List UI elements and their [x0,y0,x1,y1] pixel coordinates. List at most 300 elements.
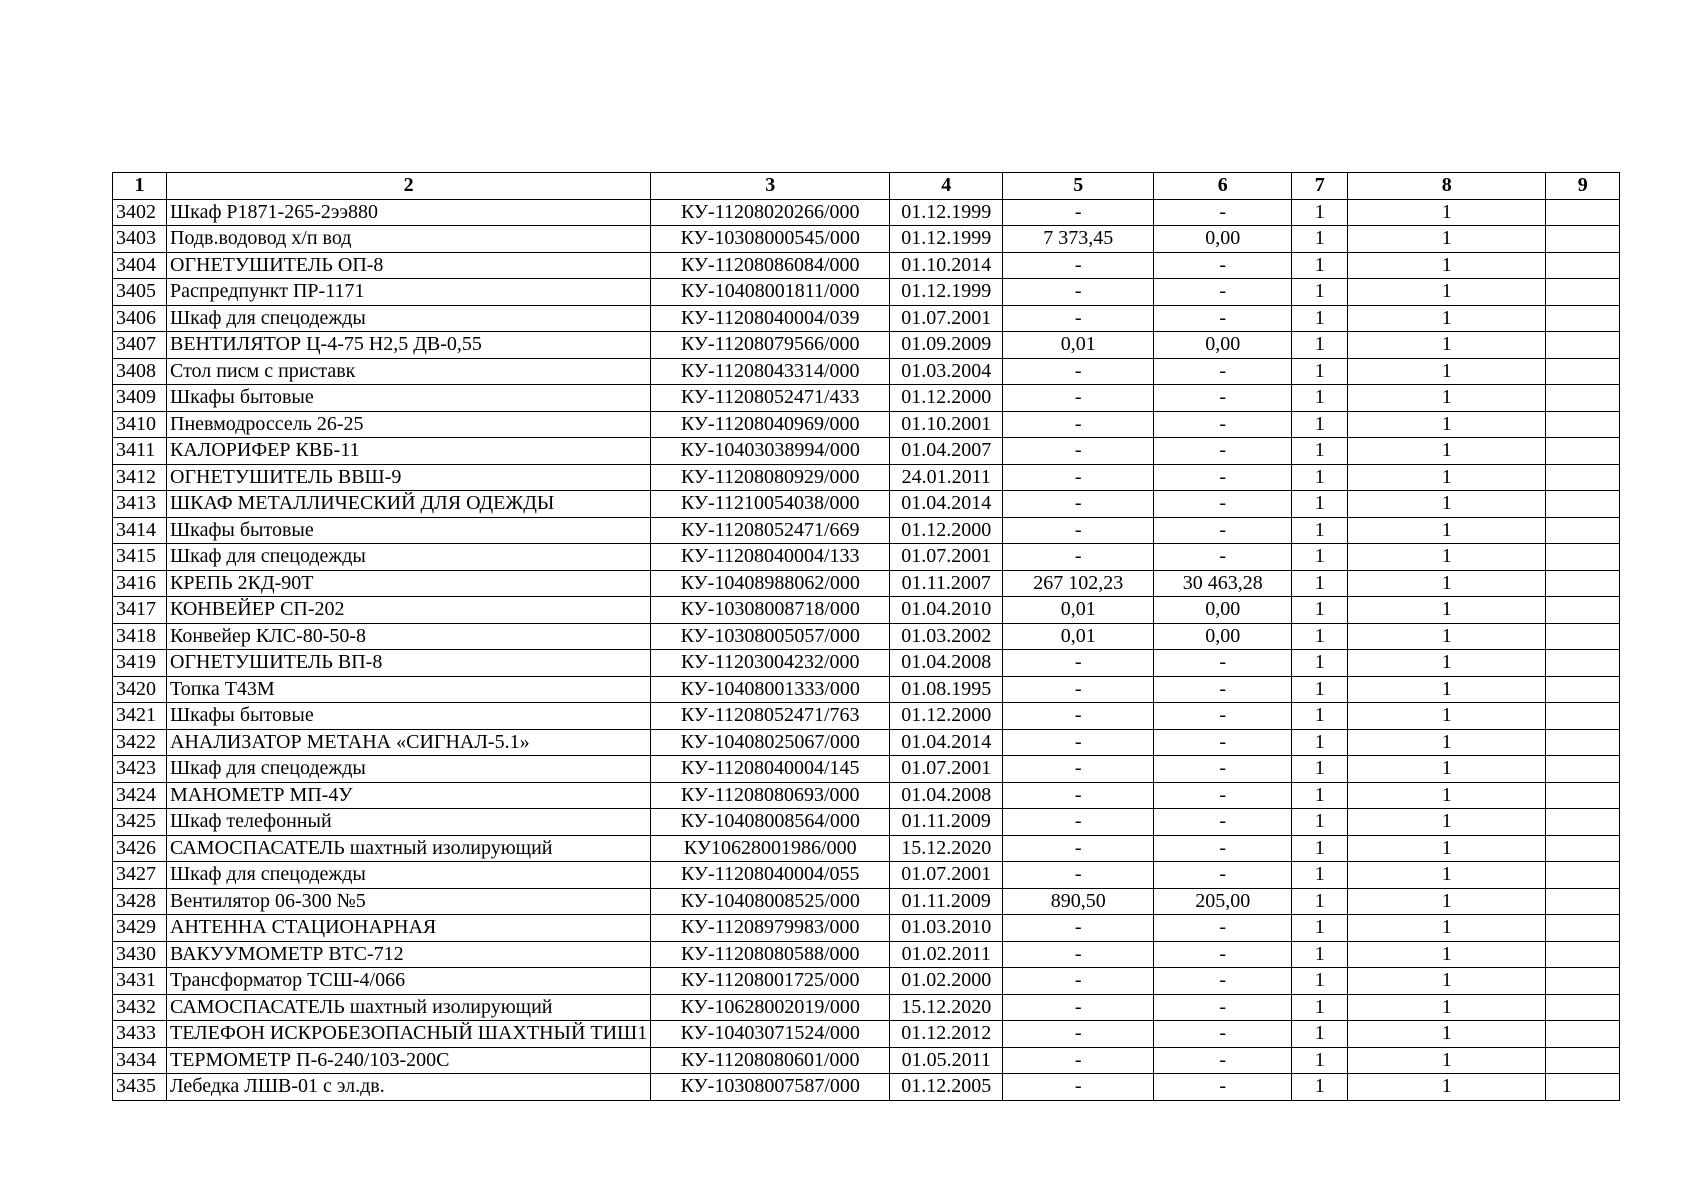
date-cell: 01.07.2001 [890,305,1003,332]
value-6-cell: - [1154,968,1292,995]
item-name-cell: Шкафы бытовые [167,385,651,412]
row-number-cell: 3420 [113,676,167,703]
table-row [113,305,1620,332]
row-number-cell: 3414 [113,517,167,544]
table-body [113,199,1620,1100]
table-row [113,464,1620,491]
value-8-cell: 1 [1348,438,1546,465]
value-7-cell: 1 [1292,968,1348,995]
inventory-code-cell: КУ-11210054038/000 [651,491,890,518]
item-name-cell: Шкаф Р1871-265-2ээ880 [167,199,651,226]
value-9-cell [1546,888,1620,915]
value-7-cell: 1 [1292,915,1348,942]
table-row [113,517,1620,544]
value-6-cell: 205,00 [1154,888,1292,915]
value-7-cell: 1 [1292,676,1348,703]
date-cell: 01.02.2000 [890,968,1003,995]
date-cell: 01.07.2001 [890,544,1003,571]
value-9-cell [1546,597,1620,624]
value-8-cell: 1 [1348,358,1546,385]
date-cell: 15.12.2020 [890,835,1003,862]
inventory-code-cell: КУ-11208040004/145 [651,756,890,783]
value-8-cell: 1 [1348,411,1546,438]
date-cell: 01.12.2000 [890,703,1003,730]
item-name-cell: Шкаф для спецодежды [167,305,651,332]
value-6-cell: - [1154,835,1292,862]
value-9-cell [1546,517,1620,544]
row-number-cell: 3424 [113,782,167,809]
table-row [113,226,1620,253]
date-cell: 01.10.2014 [890,252,1003,279]
value-6-cell: - [1154,491,1292,518]
row-number-cell: 3435 [113,1074,167,1101]
date-cell: 01.07.2001 [890,862,1003,889]
inventory-code-cell: КУ-10408001333/000 [651,676,890,703]
inventory-code-cell: КУ-10408008525/000 [651,888,890,915]
value-5-cell: - [1003,358,1154,385]
date-cell: 24.01.2011 [890,464,1003,491]
row-number-cell: 3404 [113,252,167,279]
value-6-cell: - [1154,1074,1292,1101]
value-6-cell: - [1154,517,1292,544]
value-7-cell: 1 [1292,332,1348,359]
inventory-code-cell: КУ-11208040004/133 [651,544,890,571]
item-name-cell: ВАКУУМОМЕТР ВТС-712 [167,941,651,968]
table-row [113,491,1620,518]
value-6-cell: 0,00 [1154,226,1292,253]
value-5-cell: - [1003,650,1154,677]
value-5-cell: - [1003,756,1154,783]
value-5-cell: 890,50 [1003,888,1154,915]
date-cell: 01.04.2008 [890,650,1003,677]
row-number-cell: 3432 [113,994,167,1021]
value-7-cell: 1 [1292,358,1348,385]
column-header: 7 [1292,173,1348,200]
value-6-cell: - [1154,1047,1292,1074]
item-name-cell: Пневмодроссель 26-25 [167,411,651,438]
inventory-code-cell: КУ-10403071524/000 [651,1021,890,1048]
date-cell: 01.07.2001 [890,756,1003,783]
inventory-code-cell: КУ-11208020266/000 [651,199,890,226]
value-6-cell: - [1154,305,1292,332]
table-header [113,173,1620,200]
value-6-cell: 0,00 [1154,623,1292,650]
date-cell: 01.12.2000 [890,385,1003,412]
value-9-cell [1546,570,1620,597]
value-9-cell [1546,915,1620,942]
inventory-code-cell: КУ-10408025067/000 [651,729,890,756]
item-name-cell: Шкаф для спецодежды [167,756,651,783]
table-row [113,915,1620,942]
inventory-code-cell: КУ-10308005057/000 [651,623,890,650]
value-8-cell: 1 [1348,703,1546,730]
value-7-cell: 1 [1292,729,1348,756]
inventory-code-cell: КУ10628001986/000 [651,835,890,862]
value-9-cell [1546,862,1620,889]
value-5-cell: - [1003,491,1154,518]
value-8-cell: 1 [1348,570,1546,597]
value-7-cell: 1 [1292,835,1348,862]
inventory-code-cell: КУ-11208080588/000 [651,941,890,968]
inventory-code-cell: КУ-10403038994/000 [651,438,890,465]
value-6-cell: 30 463,28 [1154,570,1292,597]
value-7-cell: 1 [1292,544,1348,571]
value-8-cell: 1 [1348,305,1546,332]
inventory-code-cell: КУ-11208080601/000 [651,1047,890,1074]
inventory-code-cell: КУ-11208040004/055 [651,862,890,889]
item-name-cell: КАЛОРИФЕР КВБ-11 [167,438,651,465]
inventory-code-cell: КУ-11208979983/000 [651,915,890,942]
value-7-cell: 1 [1292,703,1348,730]
row-number-cell: 3411 [113,438,167,465]
value-8-cell: 1 [1348,226,1546,253]
value-5-cell: 267 102,23 [1003,570,1154,597]
column-header: 8 [1348,173,1546,200]
item-name-cell: ТЕРМОМЕТР П-6-240/103-200С [167,1047,651,1074]
value-9-cell [1546,491,1620,518]
value-9-cell [1546,279,1620,306]
item-name-cell: АНАЛИЗАТОР МЕТАНА «СИГНАЛ-5.1» [167,729,651,756]
item-name-cell: Трансформатор ТСШ-4/066 [167,968,651,995]
value-5-cell: - [1003,782,1154,809]
value-7-cell: 1 [1292,199,1348,226]
value-5-cell: - [1003,252,1154,279]
value-5-cell: - [1003,279,1154,306]
value-8-cell: 1 [1348,623,1546,650]
value-5-cell: - [1003,994,1154,1021]
inventory-code-cell: КУ-10628002019/000 [651,994,890,1021]
date-cell: 01.12.1999 [890,199,1003,226]
value-8-cell: 1 [1348,279,1546,306]
value-7-cell: 1 [1292,517,1348,544]
table-row [113,703,1620,730]
table-row [113,729,1620,756]
date-cell: 01.11.2009 [890,888,1003,915]
value-6-cell: - [1154,438,1292,465]
date-cell: 01.12.2000 [890,517,1003,544]
date-cell: 01.12.1999 [890,279,1003,306]
value-9-cell [1546,544,1620,571]
item-name-cell: ТЕЛЕФОН ИСКРОБЕЗОПАСНЫЙ ШАХТНЫЙ ТИШ1 [167,1021,651,1048]
row-number-cell: 3429 [113,915,167,942]
value-9-cell [1546,305,1620,332]
row-number-cell: 3410 [113,411,167,438]
table-row [113,650,1620,677]
value-8-cell: 1 [1348,597,1546,624]
date-cell: 01.12.2005 [890,1074,1003,1101]
value-6-cell: - [1154,756,1292,783]
inventory-code-cell: КУ-11203004232/000 [651,650,890,677]
date-cell: 01.11.2007 [890,570,1003,597]
value-7-cell: 1 [1292,1047,1348,1074]
value-8-cell: 1 [1348,1021,1546,1048]
value-5-cell: - [1003,1047,1154,1074]
table-row [113,385,1620,412]
row-number-cell: 3415 [113,544,167,571]
row-number-cell: 3433 [113,1021,167,1048]
row-number-cell: 3428 [113,888,167,915]
value-7-cell: 1 [1292,888,1348,915]
value-5-cell: - [1003,199,1154,226]
date-cell: 01.11.2009 [890,809,1003,836]
value-6-cell: - [1154,358,1292,385]
item-name-cell: Шкафы бытовые [167,517,651,544]
table-row [113,835,1620,862]
value-5-cell: - [1003,464,1154,491]
value-9-cell [1546,1047,1620,1074]
date-cell: 01.03.2004 [890,358,1003,385]
inventory-code-cell: КУ-10408008564/000 [651,809,890,836]
value-5-cell: - [1003,1021,1154,1048]
row-number-cell: 3418 [113,623,167,650]
item-name-cell: Стол писм с приставк [167,358,651,385]
value-6-cell: - [1154,809,1292,836]
row-number-cell: 3426 [113,835,167,862]
table-row [113,888,1620,915]
date-cell: 01.04.2010 [890,597,1003,624]
value-5-cell: - [1003,517,1154,544]
value-9-cell [1546,756,1620,783]
item-name-cell: Шкаф для спецодежды [167,862,651,889]
value-9-cell [1546,703,1620,730]
value-8-cell: 1 [1348,544,1546,571]
value-6-cell: 0,00 [1154,332,1292,359]
item-name-cell: Лебедка ЛШВ-01 с эл.дв. [167,1074,651,1101]
value-9-cell [1546,941,1620,968]
value-8-cell: 1 [1348,332,1546,359]
row-number-cell: 3413 [113,491,167,518]
inventory-code-cell: КУ-10308008718/000 [651,597,890,624]
value-8-cell: 1 [1348,941,1546,968]
row-number-cell: 3408 [113,358,167,385]
item-name-cell: КРЕПЬ 2КД-90Т [167,570,651,597]
value-8-cell: 1 [1348,968,1546,995]
value-6-cell: - [1154,676,1292,703]
row-number-cell: 3409 [113,385,167,412]
value-6-cell: - [1154,994,1292,1021]
row-number-cell: 3421 [113,703,167,730]
row-number-cell: 3405 [113,279,167,306]
table-row [113,676,1620,703]
value-9-cell [1546,782,1620,809]
value-5-cell: 7 373,45 [1003,226,1154,253]
value-6-cell: 0,00 [1154,597,1292,624]
value-9-cell [1546,385,1620,412]
value-6-cell: - [1154,544,1292,571]
inventory-code-cell: КУ-11208043314/000 [651,358,890,385]
inventory-code-cell: КУ-11208080693/000 [651,782,890,809]
value-5-cell: - [1003,544,1154,571]
value-9-cell [1546,623,1620,650]
value-7-cell: 1 [1292,411,1348,438]
value-8-cell: 1 [1348,464,1546,491]
value-7-cell: 1 [1292,862,1348,889]
value-5-cell: - [1003,305,1154,332]
value-7-cell: 1 [1292,252,1348,279]
value-6-cell: - [1154,941,1292,968]
row-number-cell: 3434 [113,1047,167,1074]
inventory-code-cell: КУ-10308007587/000 [651,1074,890,1101]
value-6-cell: - [1154,782,1292,809]
date-cell: 01.10.2001 [890,411,1003,438]
row-number-cell: 3423 [113,756,167,783]
value-6-cell: - [1154,1021,1292,1048]
value-9-cell [1546,199,1620,226]
date-cell: 01.04.2014 [890,729,1003,756]
table-row [113,862,1620,889]
table-row [113,968,1620,995]
table-row [113,1021,1620,1048]
date-cell: 01.04.2007 [890,438,1003,465]
value-5-cell: - [1003,729,1154,756]
column-header: 2 [167,173,651,200]
value-7-cell: 1 [1292,597,1348,624]
column-header: 6 [1154,173,1292,200]
table-row [113,809,1620,836]
date-cell: 01.04.2008 [890,782,1003,809]
table-row [113,332,1620,359]
value-9-cell [1546,464,1620,491]
date-cell: 01.05.2011 [890,1047,1003,1074]
value-9-cell [1546,809,1620,836]
value-9-cell [1546,358,1620,385]
value-7-cell: 1 [1292,941,1348,968]
value-9-cell [1546,438,1620,465]
value-8-cell: 1 [1348,676,1546,703]
date-cell: 01.12.1999 [890,226,1003,253]
value-9-cell [1546,1074,1620,1101]
value-5-cell: - [1003,915,1154,942]
inventory-table [112,172,1620,1101]
value-6-cell: - [1154,915,1292,942]
value-8-cell: 1 [1348,199,1546,226]
row-number-cell: 3417 [113,597,167,624]
table-row [113,756,1620,783]
value-7-cell: 1 [1292,385,1348,412]
value-5-cell: - [1003,438,1154,465]
value-9-cell [1546,252,1620,279]
value-7-cell: 1 [1292,491,1348,518]
item-name-cell: Топка Т43М [167,676,651,703]
value-7-cell: 1 [1292,279,1348,306]
row-number-cell: 3406 [113,305,167,332]
value-7-cell: 1 [1292,650,1348,677]
date-cell: 01.12.2012 [890,1021,1003,1048]
value-8-cell: 1 [1348,650,1546,677]
value-7-cell: 1 [1292,305,1348,332]
date-cell: 01.03.2010 [890,915,1003,942]
item-name-cell: МАНОМЕТР МП-4У [167,782,651,809]
value-8-cell: 1 [1348,729,1546,756]
row-number-cell: 3431 [113,968,167,995]
date-cell: 01.04.2014 [890,491,1003,518]
table-row [113,199,1620,226]
value-5-cell: - [1003,835,1154,862]
date-cell: 15.12.2020 [890,994,1003,1021]
inventory-code-cell: КУ-11208001725/000 [651,968,890,995]
table-row [113,623,1620,650]
item-name-cell: Шкаф телефонный [167,809,651,836]
value-7-cell: 1 [1292,226,1348,253]
value-6-cell: - [1154,703,1292,730]
value-8-cell: 1 [1348,809,1546,836]
item-name-cell: КОНВЕЙЕР СП-202 [167,597,651,624]
item-name-cell: Шкафы бытовые [167,703,651,730]
item-name-cell: Распредпункт ПР-1171 [167,279,651,306]
header-row [113,173,1620,200]
value-9-cell [1546,1021,1620,1048]
inventory-code-cell: КУ-11208040969/000 [651,411,890,438]
value-9-cell [1546,729,1620,756]
row-number-cell: 3422 [113,729,167,756]
row-number-cell: 3425 [113,809,167,836]
item-name-cell: ВЕНТИЛЯТОР Ц-4-75 Н2,5 ДВ-0,55 [167,332,651,359]
item-name-cell: АНТЕННА СТАЦИОНАРНАЯ [167,915,651,942]
value-6-cell: - [1154,464,1292,491]
value-7-cell: 1 [1292,782,1348,809]
column-header: 4 [890,173,1003,200]
value-5-cell: 0,01 [1003,332,1154,359]
value-8-cell: 1 [1348,1074,1546,1101]
table-row [113,411,1620,438]
value-8-cell: 1 [1348,517,1546,544]
value-5-cell: - [1003,862,1154,889]
value-7-cell: 1 [1292,438,1348,465]
table-row [113,597,1620,624]
inventory-code-cell: КУ-11208080929/000 [651,464,890,491]
value-9-cell [1546,994,1620,1021]
inventory-code-cell: КУ-11208052471/433 [651,385,890,412]
table-row [113,279,1620,306]
value-5-cell: 0,01 [1003,597,1154,624]
row-number-cell: 3407 [113,332,167,359]
column-header: 1 [113,173,167,200]
value-9-cell [1546,226,1620,253]
date-cell: 01.03.2002 [890,623,1003,650]
value-8-cell: 1 [1348,385,1546,412]
value-9-cell [1546,332,1620,359]
table-row [113,570,1620,597]
item-name-cell: Вентилятор 06-300 №5 [167,888,651,915]
value-5-cell: - [1003,1074,1154,1101]
value-9-cell [1546,676,1620,703]
value-8-cell: 1 [1348,994,1546,1021]
value-6-cell: - [1154,252,1292,279]
item-name-cell: ОГНЕТУШИТЕЛЬ ОП-8 [167,252,651,279]
value-6-cell: - [1154,729,1292,756]
value-8-cell: 1 [1348,835,1546,862]
value-5-cell: - [1003,676,1154,703]
item-name-cell: ОГНЕТУШИТЕЛЬ ВВШ-9 [167,464,651,491]
table-row [113,994,1620,1021]
table-row [113,252,1620,279]
value-6-cell: - [1154,279,1292,306]
value-9-cell [1546,835,1620,862]
inventory-code-cell: КУ-11208052471/763 [651,703,890,730]
table-row [113,544,1620,571]
value-5-cell: - [1003,968,1154,995]
value-6-cell: - [1154,385,1292,412]
column-header: 5 [1003,173,1154,200]
item-name-cell: Подв.водовод х/п вод [167,226,651,253]
column-header: 3 [651,173,890,200]
row-number-cell: 3403 [113,226,167,253]
table-row [113,1047,1620,1074]
value-8-cell: 1 [1348,888,1546,915]
row-number-cell: 3402 [113,199,167,226]
inventory-code-cell: КУ-10308000545/000 [651,226,890,253]
value-6-cell: - [1154,411,1292,438]
